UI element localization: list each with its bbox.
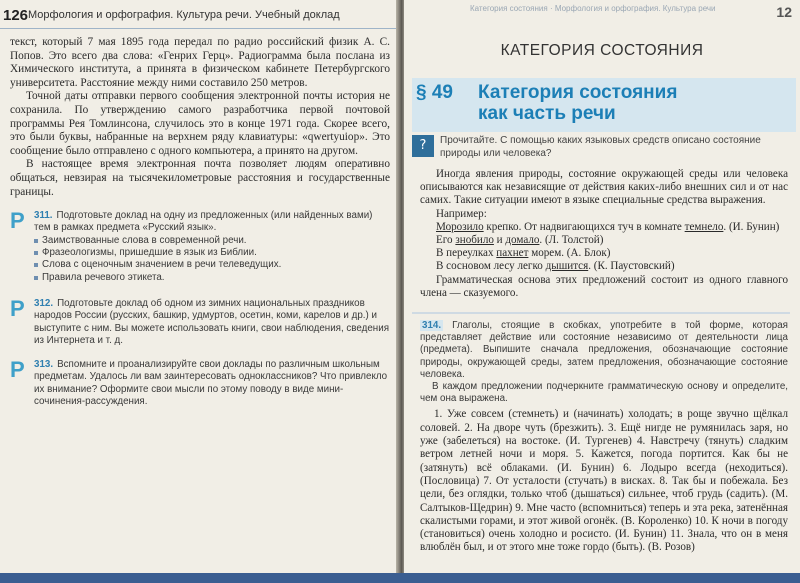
paragraph: текст, который 7 мая 1895 года передал по радио российский физик А. С. Попов. Это всего два слова: «Генрих Герц». Радиограмма была послана из Химического института, а принята в физическом кабинете Петербургского университета. Расстояние между ними составило 250 метров.	[10, 36, 390, 89]
task-number: 311.	[34, 210, 53, 222]
example-sentence	[420, 221, 788, 234]
exercise-instruction-text: Глаголы, стоящие в скобках, употребите в той форме, которая представляет действие или состояние независимо от деятельности лица (предмета). Выпишите сначала предложения, обозначающие состояние природы, окружающей среды, затем предложения, обозначающие состояние человека.	[420, 320, 788, 380]
section-heading	[416, 82, 677, 124]
left-page-content	[10, 36, 390, 408]
page-number-right: 12	[776, 4, 792, 20]
exercise-text: 1. Уже совсем (стемнеть) и (начинать) холодать; в роще звучно щёлкал соловей. 2. На дворе чуть (брезжить). 3. Ещё нигде не румянилась заря, но уже (забелеться) на востоке. (И. Тургенев) 4. Навстречу (тянуть) сладким ветром летней ночи и моря. 5. Кажется, погода портится. Как бы не (затянуть) всё облаками. (И. Бунин) 6. Лодыро всегда (неходиться). (Пословица) 7. От усталости (стучать) в висках. 8. Так бы и побежала. Без цели, без оглядки, только чтоб (дышаться) сильнее, чтоб грудь (садить). (М. Салтыков-Щедрин) 9. Мне часто (вспомниться) теперь и эта река, затенённая скалистыми горами, и этот живой огонёк. (В. Короленко) 10. К ночи в погоду (становиться) очень холодно и росисто. (И. Бунин) 11. Знала, что он в меня влюблён был, и от этого мне тоже гордо (быть). (В. Розов)	[420, 408, 788, 554]
question-text: Прочитайте. С помощью каких языковых средств описано состояние природы или человека?	[440, 135, 761, 159]
left-page	[0, 0, 398, 575]
exercise-instruction-2: В каждом предложении подчеркните грамматическую основу и определите, чем она выражена.	[420, 381, 788, 405]
underlined-word: темнело	[684, 220, 724, 233]
example-sentence	[420, 247, 788, 260]
speech-task-icon: Р	[10, 295, 25, 321]
exercise-instruction	[420, 320, 788, 381]
conclusion-paragraph: Грамматическая основа этих предложений состоит из одного главного члена — сказуемого.	[420, 273, 788, 299]
book-cover-edge	[0, 573, 800, 583]
task-313	[10, 359, 390, 408]
example-part: . (И. Бунин)	[723, 220, 780, 233]
example-part: . (К. Паустовский)	[588, 260, 675, 273]
underlined-word: пахнет	[496, 247, 529, 260]
underlined-word: знобило	[455, 234, 494, 247]
topic-list	[34, 235, 390, 284]
running-title-left: Морфология и орфография. Культура речи. Учебный доклад	[28, 9, 340, 21]
section-title-line-1: Категория состояния	[478, 82, 678, 103]
task-311	[10, 210, 390, 284]
example-part: В переулках	[436, 247, 497, 260]
task-number: 313.	[34, 359, 54, 371]
list-item: Заимствованные слова в современной речи.	[34, 235, 390, 247]
task-text: Подготовьте доклад об одном из зимних национальных праздников народов России (русских, башкир, удмуртов, осетин, коми, карелов и др.) и выступите с ним. Вы можете использовать книги, свои наблюдения, сведения из Интернета и т. д.	[34, 297, 389, 346]
underlined-word: дышится	[545, 260, 589, 273]
exercise-number: 314.	[422, 320, 442, 332]
example-part: Его	[436, 234, 456, 247]
section-title-line-2: как часть речи	[478, 103, 616, 124]
running-title-right: Категория состояния · Морфология и орфография. Культура речи	[470, 4, 716, 13]
chapter-title: КАТЕГОРИЯ СОСТОЯНИЯ	[500, 42, 704, 59]
paragraph: В настоящее время электронная почта позволяет людям оперативно общаться, невзирая на тысячекилометровые расстояния и государственные границы.	[10, 158, 390, 198]
example-part: В сосновом лесу легко	[436, 260, 546, 273]
divider	[412, 312, 790, 314]
underlined-word: Морозило	[436, 220, 484, 233]
example-part: . (Л. Толстой)	[539, 234, 604, 247]
question-icon: ?	[412, 135, 434, 157]
right-page-content	[420, 168, 788, 566]
section-number: § 49	[416, 82, 453, 103]
list-item: Слова с оценочным значением в речи телеведущих.	[34, 259, 390, 271]
intro-paragraph: Иногда явления природы, состояние окружающей среды или человека описываются как независящие от действия каких-либо внешних сил и от нас самих. Такие ситуации имеют в языке специальные средства выражения.	[420, 168, 788, 207]
paragraph: Точной даты отправки первого сообщения электронной почты история не сохранила. По утверждению самого разработчика первой почтовой программы Рея Томлинсона, случилось это в конце 1971 года. Скорее всего, это были буквы, набранные на верхнем ряду клавиатуры: «qwertyuiop». Это сообщение было отправлено с одного компьютера, а принято на другом.	[10, 90, 390, 157]
left-page-header	[0, 6, 398, 29]
example-sentence	[420, 234, 788, 247]
task-number: 312.	[34, 297, 54, 309]
example-part: крепко. От надвигающихся туч в комнате	[483, 220, 685, 233]
page-number-left: 126	[3, 7, 29, 24]
task-text: Подготовьте доклад на одну из предложенных (или найденных вами) тем в рамках предмета «Русский язык».	[34, 210, 373, 234]
example-label: Например:	[436, 207, 487, 220]
example-part: и	[493, 234, 506, 247]
speech-task-icon: Р	[10, 208, 25, 234]
task-312	[10, 295, 390, 347]
list-item: Правила речевого этикета.	[34, 272, 390, 284]
example-sentence	[420, 260, 788, 273]
task-text: Вспомните и проанализируйте свои доклады по различным школьным предметам. Удалось ли вам заинтересовать одноклассников? Что привлекло их внимание? Оформите свои мысли по этому поводу в виде мини-сочинения-рассуждения.	[34, 359, 388, 407]
underlined-word: домало	[505, 234, 540, 247]
speech-task-icon: Р	[10, 357, 25, 383]
list-item: Фразеологизмы, пришедшие в язык из Библии.	[34, 247, 390, 259]
example-part: морем. (А. Блок)	[528, 247, 611, 260]
